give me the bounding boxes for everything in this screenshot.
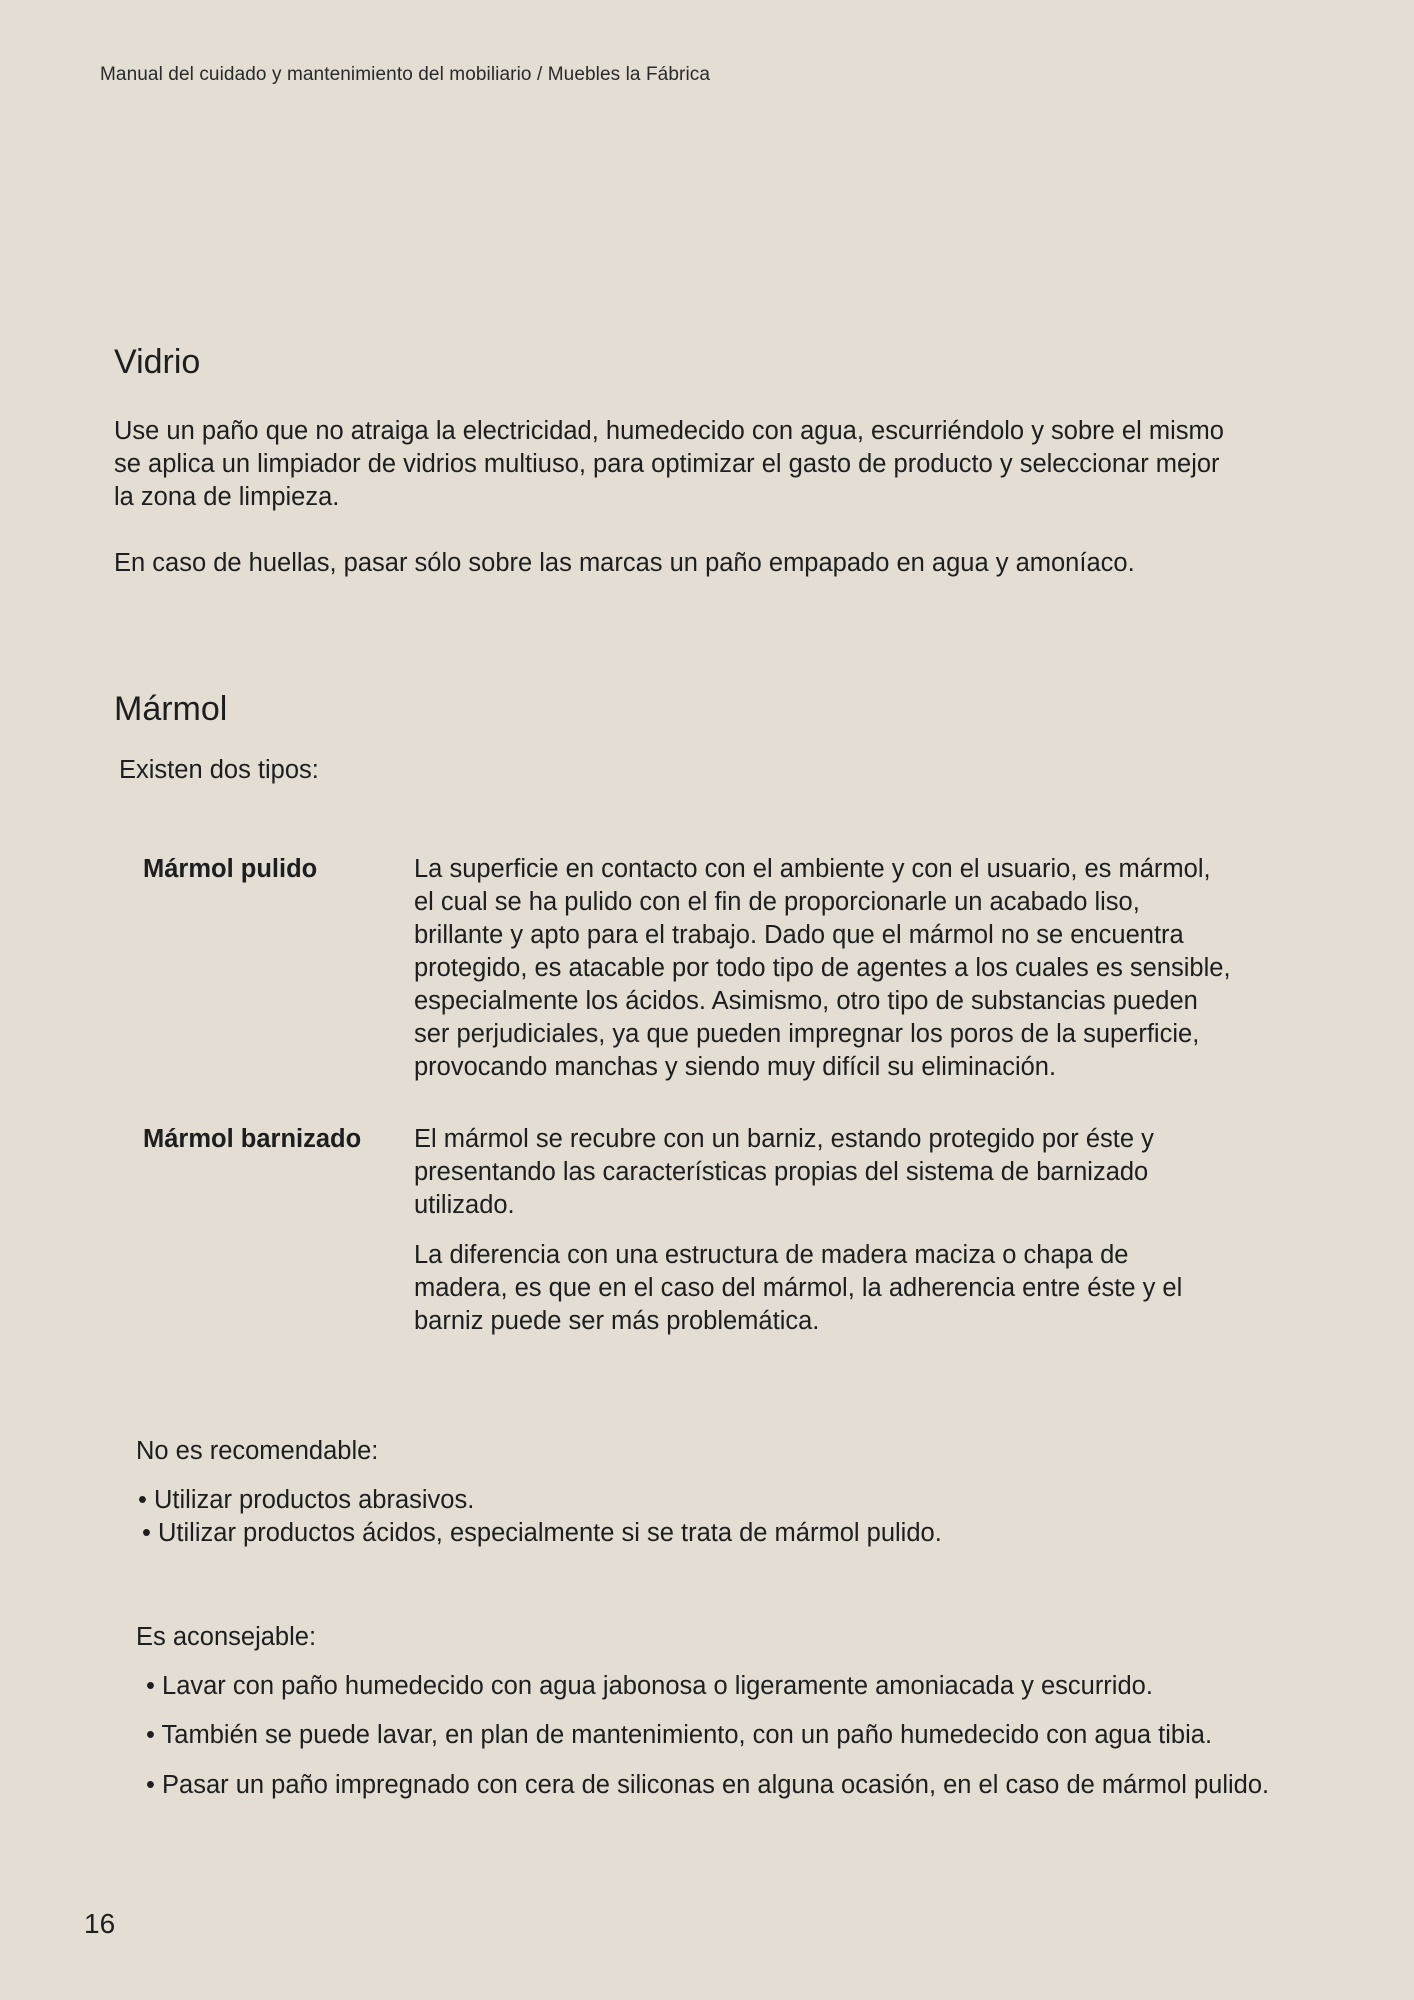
vidrio-paragraph-1 bbox=[114, 415, 1314, 514]
advisable-item: • Lavar con paño humedecido con agua jabonosa o ligeramente amoniacada y escurrido. bbox=[146, 1672, 1153, 1700]
advisable-item: • Pasar un paño impregnado con cera de siliconas en alguna ocasión, en el caso de mármol pulido. bbox=[146, 1771, 1270, 1799]
marmol-intro: Existen dos tipos: bbox=[119, 756, 319, 784]
definition-line: barniz puede ser más problemática. bbox=[414, 1307, 820, 1335]
definition-line: provocando manchas y siendo muy difícil su eliminación. bbox=[414, 1053, 1057, 1081]
definition-line: el cual se ha pulido con el fin de proporcionarle un acabado liso, bbox=[414, 888, 1140, 916]
vidrio-paragraph-2: En caso de huellas, pasar sólo sobre las marcas un paño empapado en agua y amoníaco. bbox=[114, 549, 1135, 577]
not-recommended-item: • Utilizar productos abrasivos. bbox=[138, 1486, 475, 1514]
vidrio-paragraph-1-line: la zona de limpieza. bbox=[114, 483, 340, 511]
definition-line: brillante y apto para el trabajo. Dado que el mármol no se encuentra bbox=[414, 921, 1184, 949]
definition-line: protegido, es atacable por todo tipo de agentes a los cuales es sensible, bbox=[414, 954, 1231, 982]
advisable-item: • También se puede lavar, en plan de mantenimiento, con un paño humedecido con agua tibia. bbox=[146, 1721, 1213, 1749]
advisable-label: Es aconsejable: bbox=[136, 1623, 317, 1651]
definition-line: especialmente los ácidos. Asimismo, otro tipo de substancias pueden bbox=[414, 987, 1198, 1015]
not-recommended-item: • Utilizar productos ácidos, especialmente si se trata de mármol pulido. bbox=[142, 1519, 942, 1547]
definition-line: utilizado. bbox=[414, 1191, 515, 1219]
vidrio-paragraph-1-line: se aplica un limpiador de vidrios multiuso, para optimizar el gasto de producto y seleccionar mejor bbox=[114, 450, 1220, 478]
section-title-marmol: Mármol bbox=[114, 690, 228, 728]
definition-line: presentando las características propias del sistema de barnizado bbox=[414, 1158, 1149, 1186]
not-recommended-label: No es recomendable: bbox=[136, 1437, 379, 1465]
section-title-vidrio: Vidrio bbox=[114, 343, 201, 381]
term-marmol-barnizado: Mármol barnizado bbox=[143, 1125, 362, 1153]
definition-marmol-pulido bbox=[414, 853, 1231, 1084]
running-header: Manual del cuidado y mantenimiento del mobiliario / Muebles la Fábrica bbox=[100, 64, 711, 85]
definition-line: madera, es que en el caso del mármol, la adherencia entre éste y el bbox=[414, 1274, 1183, 1302]
definition-marmol-barnizado bbox=[414, 1123, 1154, 1222]
definition-line: ser perjudiciales, ya que pueden impregnar los poros de la superficie, bbox=[414, 1020, 1200, 1048]
page-number: 16 bbox=[84, 1908, 116, 1939]
term-marmol-pulido: Mármol pulido bbox=[143, 855, 318, 883]
definition-line: La diferencia con una estructura de madera maciza o chapa de bbox=[414, 1241, 1129, 1269]
definition-line: La superficie en contacto con el ambiente y con el usuario, es mármol, bbox=[414, 855, 1211, 883]
definition-marmol-barnizado-continued bbox=[414, 1239, 1182, 1338]
definition-line: El mármol se recubre con un barniz, estando protegido por éste y bbox=[414, 1125, 1154, 1153]
vidrio-paragraph-1-line: Use un paño que no atraiga la electricidad, humedecido con agua, escurriéndolo y sobre el mismo bbox=[114, 417, 1224, 445]
